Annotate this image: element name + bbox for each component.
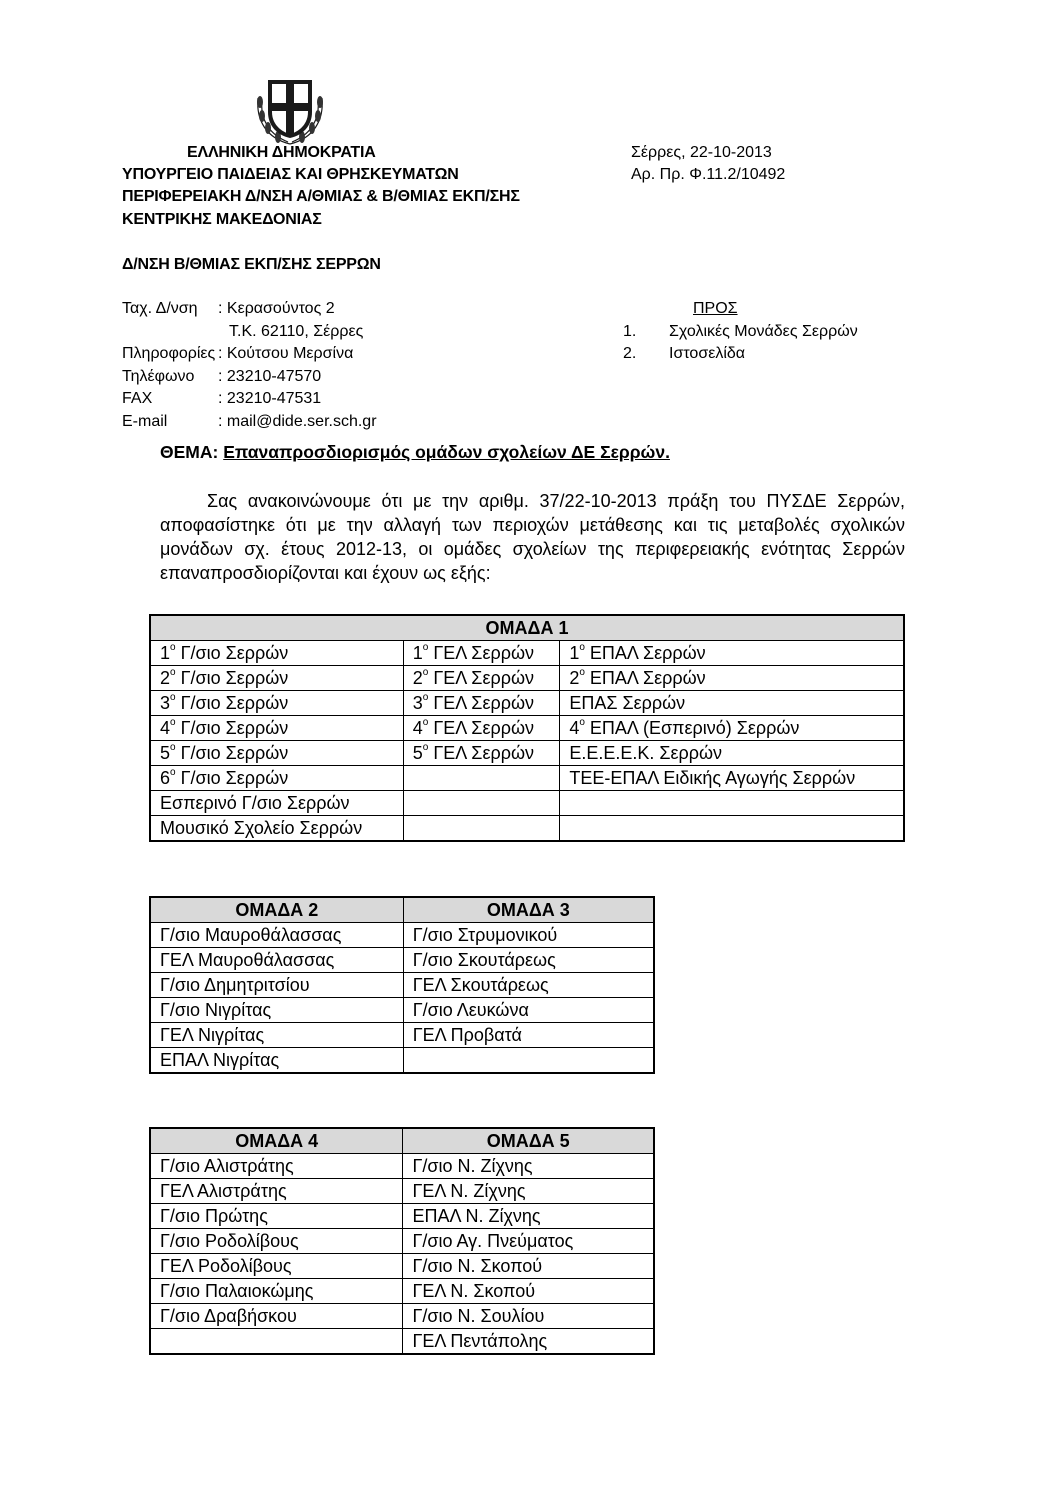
cell-number: 4 [412, 718, 423, 738]
cell-text: Εσπερινό Γ/σιο Σερρών [160, 793, 350, 813]
table-cell [403, 1048, 654, 1074]
recipient-2: Ιστοσελίδα [669, 345, 746, 362]
cell-number: 4 [569, 718, 580, 738]
cell-text: Γ/σιο Σερρών [175, 643, 289, 663]
table-row [150, 948, 654, 973]
table-cell: Γ/σιο Νιγρίτας [150, 998, 403, 1023]
table-cell: ΕΠΑΛ Νιγρίτας [150, 1048, 403, 1074]
table-cell [403, 791, 560, 816]
cell-ordinal: ο [170, 642, 176, 653]
cell-number: 5 [160, 743, 171, 763]
group-2-title: ΟΜΑΔΑ 2 [150, 897, 403, 923]
group-4-title: ΟΜΑΔΑ 4 [150, 1128, 403, 1154]
table-row [150, 1254, 654, 1279]
header-ministry: ΥΠΟΥΡΓΕΙΟ ΠΑΙΔΕΙΑΣ ΚΑΙ ΘΡΗΣΚΕΥΜΑΤΩΝ [122, 166, 459, 183]
cell-number: 2 [160, 668, 171, 688]
table-row [150, 923, 654, 948]
subject-line [160, 442, 670, 463]
cell-ordinal: ο [422, 642, 429, 653]
group-5-title: ΟΜΑΔΑ 5 [403, 1128, 654, 1154]
cell-text: Γ/σιο Σερρών [175, 768, 289, 788]
table-row [150, 1279, 654, 1304]
table-cell [560, 741, 904, 766]
cell-text: ΤΕΕ-ΕΠΑΛ Ειδικής Αγωγής Σερρών [569, 768, 856, 788]
header-republic: ΕΛΛΗΝΙΚΗ ΔΗΜΟΚΡΑΤΙΑ [187, 144, 376, 161]
cell-number: 4 [160, 718, 171, 738]
table-cell: ΓΕΛ Αλιστράτης [150, 1179, 403, 1204]
cell-number: 1 [412, 643, 423, 663]
table-row [150, 741, 904, 766]
cell-number: 5 [412, 743, 423, 763]
subject-text: Επαναπροσδιορισμός ομάδων σχολείων ΔΕ Σερρών. [223, 442, 670, 462]
table-cell [403, 741, 560, 766]
table-cell: Γ/σιο Αλιστράτης [150, 1154, 403, 1179]
table-cell: Γ/σιο Παλαιοκώμης [150, 1279, 403, 1304]
subject-label: ΘΕΜΑ: [160, 442, 219, 462]
group-4-5-body [150, 1154, 654, 1355]
cell-ordinal: ο [579, 667, 585, 678]
cell-number: 2 [569, 668, 580, 688]
table-cell [403, 691, 560, 716]
table-row [150, 973, 654, 998]
table-cell: ΓΕΛ Ν. Σκοπού [403, 1279, 654, 1304]
place-date: Σέρρες, 22-10-2013 [631, 144, 772, 161]
table-cell: ΓΕΛ Προβατά [403, 1023, 654, 1048]
group-3-title: ΟΜΑΔΑ 3 [403, 897, 654, 923]
cell-text: ΕΠΑΣ Σερρών [569, 693, 686, 713]
table-row [150, 691, 904, 716]
info-label: Πληροφορίες [122, 345, 216, 362]
group-2-3-table [149, 896, 655, 1074]
table-cell [150, 716, 403, 741]
cell-text: Ε.Ε.Ε.Ε.Κ. Σερρών [569, 743, 723, 763]
header-regional-directorate: ΠΕΡΙΦΕΡΕΙΑΚΗ Δ/ΝΣΗ Α/ΘΜΙΑΣ & Β/ΘΜΙΑΣ ΕΚΠ/ΣΗΣ [122, 188, 520, 205]
cell-text: ΕΠΑΛ Σερρών [584, 668, 706, 688]
table-cell [560, 791, 904, 816]
cell-text: Γ/σιο Σερρών [175, 743, 289, 763]
cell-ordinal: ο [579, 642, 585, 653]
postcode-value: Τ.Κ. 62110, Σέρρες [229, 323, 364, 340]
phone-label: Τηλέφωνο [122, 368, 195, 385]
cell-text: Γ/σιο Σερρών [175, 693, 289, 713]
table-cell [403, 641, 560, 666]
table-cell [560, 816, 904, 842]
phone-value: : 23210-47570 [218, 368, 322, 385]
table-cell: Γ/σιο Πρώτης [150, 1204, 403, 1229]
greek-emblem-icon [252, 72, 328, 146]
fax-label: FAX [122, 390, 153, 407]
cell-ordinal: ο [170, 767, 176, 778]
table-cell: Γ/σιο Ν. Ζίχνης [403, 1154, 654, 1179]
email-label: E-mail [122, 413, 168, 430]
cell-text: ΓΕΛ Σερρών [428, 643, 534, 663]
cell-text: ΕΠΑΛ (Εσπερινό) Σερρών [584, 718, 800, 738]
cell-ordinal: ο [170, 692, 176, 703]
recipient-1: Σχολικές Μονάδες Σερρών [669, 323, 858, 340]
cell-number: 3 [412, 693, 423, 713]
table-row [150, 1048, 654, 1074]
table-row [150, 791, 904, 816]
table-cell: Γ/σιο Σκουτάρεως [403, 948, 654, 973]
table-cell: Γ/σιο Ν. Σουλίου [403, 1304, 654, 1329]
table-row [150, 1229, 654, 1254]
protocol-number: Αρ. Πρ. Φ.11.2/10492 [631, 166, 786, 183]
table-cell [403, 766, 560, 791]
table-row [150, 1329, 654, 1355]
table-cell: Γ/σιο Στρυμονικού [403, 923, 654, 948]
table-cell [150, 791, 403, 816]
cell-number: 6 [160, 768, 171, 788]
table-row [150, 666, 904, 691]
table-cell: ΓΕΛ Σκουτάρεως [403, 973, 654, 998]
table-cell: ΕΠΑΛ Ν. Ζίχνης [403, 1204, 654, 1229]
cell-ordinal: ο [170, 667, 176, 678]
table-cell [560, 691, 904, 716]
table-cell: Γ/σιο Λευκώνα [403, 998, 654, 1023]
table-cell: ΓΕΛ Πεντάπολης [403, 1329, 654, 1355]
header-directorate: Δ/ΝΣΗ Β/ΘΜΙΑΣ ΕΚΠ/ΣΗΣ ΣΕΡΡΩΝ [122, 256, 381, 273]
table-row [150, 766, 904, 791]
cell-ordinal: ο [422, 667, 429, 678]
recipient-num-1: 1. [623, 323, 637, 340]
table-cell [150, 816, 403, 842]
cell-ordinal: ο [170, 742, 176, 753]
table-cell: ΓΕΛ Ροδολίβους [150, 1254, 403, 1279]
address-label: Ταχ. Δ/νση [122, 300, 198, 317]
table-cell: Γ/σιο Δραβήσκου [150, 1304, 403, 1329]
cell-text: ΓΕΛ Σερρών [428, 693, 534, 713]
cell-text: Μουσικό Σχολείο Σερρών [160, 818, 363, 838]
cell-text: ΕΠΑΛ Σερρών [584, 643, 706, 663]
table-row [150, 998, 654, 1023]
cell-text: ΓΕΛ Σερρών [428, 718, 534, 738]
table-cell: Γ/σιο Μαυροθάλασσας [150, 923, 403, 948]
cell-number: 3 [160, 693, 171, 713]
table-cell [150, 1329, 403, 1355]
group-1-body [150, 641, 904, 842]
cell-number: 2 [412, 668, 423, 688]
table-row [150, 1204, 654, 1229]
group-4-5-table [149, 1127, 655, 1355]
table-row [150, 1179, 654, 1204]
cell-number: 1 [160, 643, 171, 663]
cell-text: Γ/σιο Σερρών [175, 718, 289, 738]
table-cell: Γ/σιο Αγ. Πνεύματος [403, 1229, 654, 1254]
table-row [150, 641, 904, 666]
table-cell: ΓΕΛ Μαυροθάλασσας [150, 948, 403, 973]
table-row [150, 1023, 654, 1048]
recipient-num-2: 2. [623, 345, 637, 362]
table-cell: ΓΕΛ Νιγρίτας [150, 1023, 403, 1048]
table-cell [150, 766, 403, 791]
recipients-title: ΠΡΟΣ [693, 300, 738, 317]
table-cell [403, 666, 560, 691]
cell-number: 1 [569, 643, 580, 663]
table-cell: Γ/σιο Ν. Σκοπού [403, 1254, 654, 1279]
table-cell [403, 816, 560, 842]
cell-text: ΓΕΛ Σερρών [428, 743, 534, 763]
cell-ordinal: ο [422, 717, 429, 728]
table-cell [560, 716, 904, 741]
table-cell: Γ/σιο Δημητριτσίου [150, 973, 403, 998]
table-cell [150, 641, 403, 666]
fax-value: : 23210-47531 [218, 390, 322, 407]
cell-ordinal: ο [422, 742, 429, 753]
header-region: ΚΕΝΤΡΙΚΗΣ ΜΑΚΕΔΟΝΙΑΣ [122, 211, 322, 228]
info-value: : Κούτσου Μερσίνα [218, 345, 354, 362]
table-row [150, 816, 904, 842]
cell-ordinal: ο [579, 717, 585, 728]
group-1-title: ΟΜΑΔΑ 1 [150, 615, 904, 641]
cell-text: ΓΕΛ Σερρών [428, 668, 534, 688]
table-cell [560, 641, 904, 666]
group-2-3-body [150, 923, 654, 1074]
table-cell [560, 766, 904, 791]
table-row [150, 716, 904, 741]
table-cell: ΓΕΛ Ν. Ζίχνης [403, 1179, 654, 1204]
table-cell: Γ/σιο Ροδολίβους [150, 1229, 403, 1254]
table-cell [560, 666, 904, 691]
table-row [150, 1154, 654, 1179]
table-cell [150, 741, 403, 766]
cell-ordinal: ο [170, 717, 176, 728]
table-row [150, 1304, 654, 1329]
table-cell [150, 691, 403, 716]
cell-text: Γ/σιο Σερρών [175, 668, 289, 688]
email-value: : mail@dide.ser.sch.gr [218, 413, 377, 430]
address-value: : Κερασούντος 2 [218, 300, 335, 317]
body-paragraph: Σας ανακοινώνουμε ότι με την αριθμ. 37/22-10-2013 πράξη του ΠΥΣΔΕ Σερρών, αποφασίστηκε ότι με την αλλαγή των περιοχών μετάθεσης και τις μεταβολές σχολικών μονάδων σχ. έτους 2012-13, οι ομάδες σχολείων της περιφερειακής ενότητας Σερρών επαναπροσδιορίζονται και έχουν ως εξής: [160, 491, 905, 583]
group-1-table [149, 614, 905, 842]
cell-ordinal: ο [422, 692, 429, 703]
table-cell [150, 666, 403, 691]
table-cell [403, 716, 560, 741]
